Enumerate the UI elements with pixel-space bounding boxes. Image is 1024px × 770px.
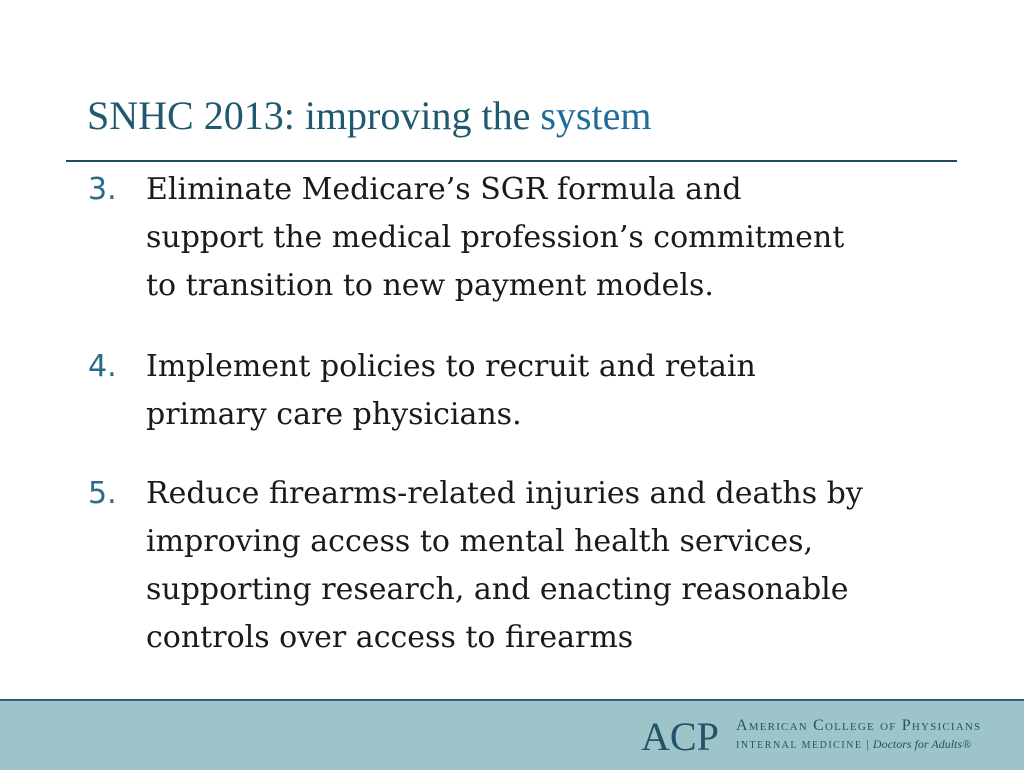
item-text <box>146 343 756 439</box>
item-text-line: supporting research, and enacting reasonable <box>146 572 849 607</box>
item-text-line: controls over access to firearms <box>146 620 634 655</box>
slide-title-main: SNHC 2013: improving the <box>87 93 531 138</box>
item-text <box>146 470 863 662</box>
footer-band <box>0 699 1024 770</box>
org-tagline <box>736 736 981 754</box>
tagline-left: INTERNAL MEDICINE <box>736 740 863 751</box>
org-name: American College of Physicians <box>736 717 982 734</box>
item-text <box>146 166 844 310</box>
item-text-line: primary care physicians. <box>146 397 522 432</box>
item-number: 4. <box>88 349 117 384</box>
item-text-line: Reduce firearms-related injuries and deaths by <box>146 476 863 511</box>
item-number: 3. <box>88 172 117 207</box>
item-text-line: support the medical profession’s commitment <box>146 220 845 255</box>
slide-title <box>87 92 651 140</box>
item-text-line: to transition to new payment models. <box>146 268 714 303</box>
tagline-right: Doctors for Adults® <box>872 737 972 751</box>
item-text-line: Implement policies to recruit and retain <box>146 349 756 384</box>
title-divider <box>66 160 957 162</box>
slide-title-accent: system <box>540 93 652 138</box>
item-number: 5. <box>88 476 117 511</box>
item-text-line: Eliminate Medicare’s SGR formula and <box>146 172 742 207</box>
item-text-line: improving access to mental health services, <box>146 524 814 559</box>
tagline-separator: | <box>866 737 869 751</box>
org-wordmark <box>736 716 981 754</box>
acp-logo: ACP <box>641 714 719 759</box>
